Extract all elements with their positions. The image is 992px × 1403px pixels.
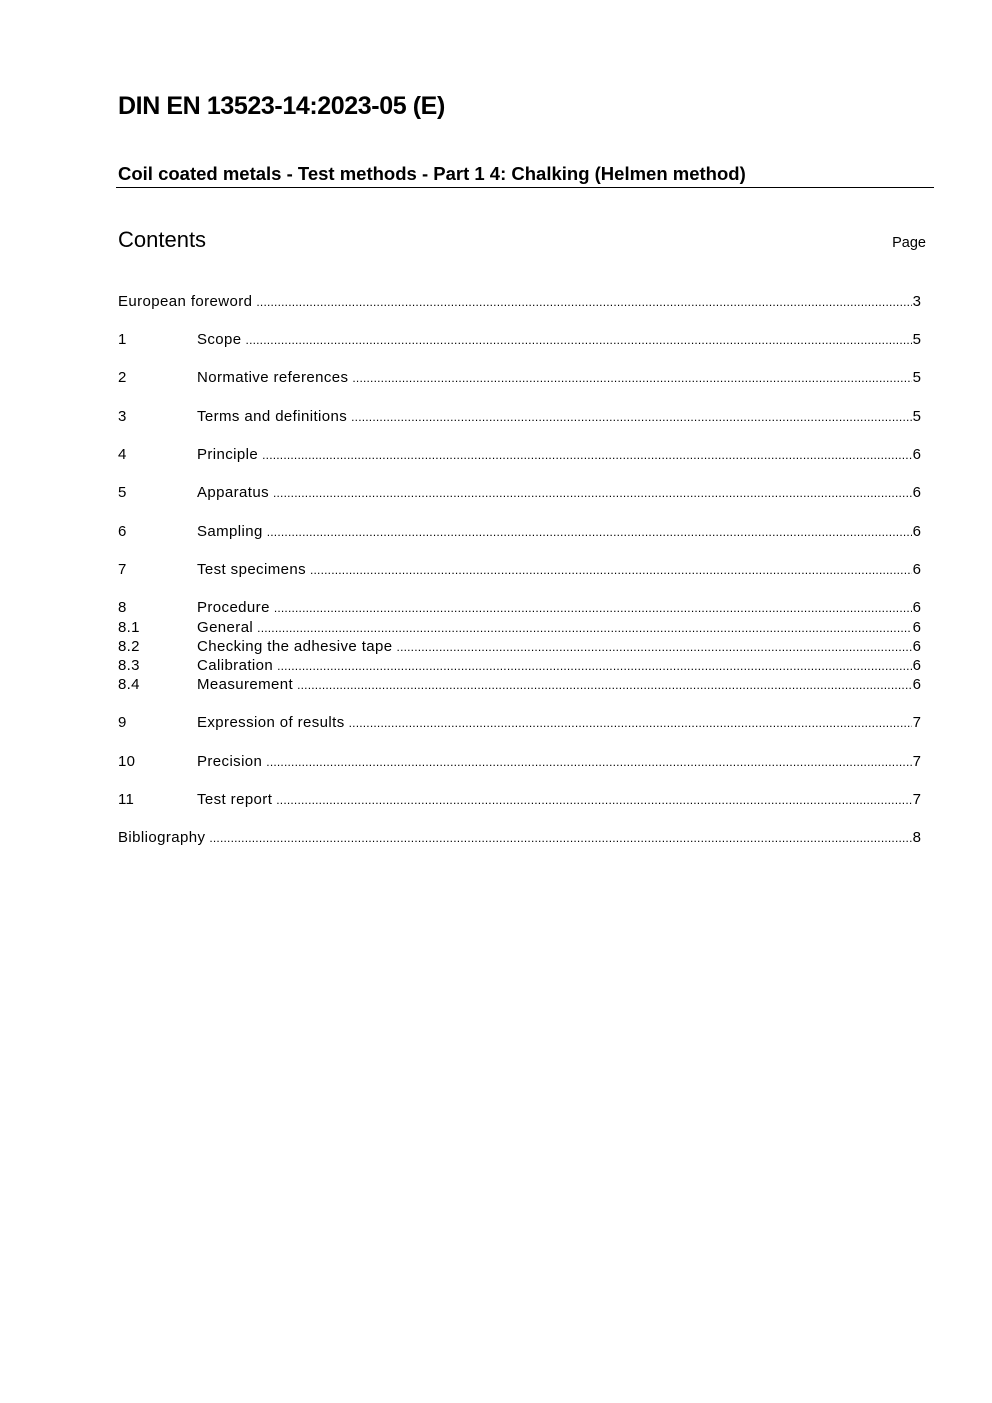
toc-entry-measurement[interactable] xyxy=(118,676,921,694)
toc-entry-number: 3 xyxy=(118,408,127,425)
toc-entry-page: 6 xyxy=(912,484,921,501)
toc-entry-title: Sampling xyxy=(197,523,263,540)
dot-leader xyxy=(266,753,911,771)
document-id: DIN EN 13523-14:2023-05 (E) xyxy=(118,92,445,120)
toc-entry-apparatus[interactable] xyxy=(118,484,921,502)
toc-entry-title: European foreword xyxy=(118,293,253,310)
toc-entry-calibration[interactable] xyxy=(118,657,921,675)
dot-leader xyxy=(257,619,911,637)
dot-leader xyxy=(352,369,911,387)
dot-leader xyxy=(209,829,911,847)
dot-leader xyxy=(276,791,911,809)
dot-leader xyxy=(274,599,912,617)
toc-entry-title: Terms and definitions xyxy=(197,408,348,425)
toc-entry-terms-and-definitions[interactable] xyxy=(118,408,921,426)
toc-entry-title: Principle xyxy=(197,446,259,463)
dot-leader xyxy=(310,561,912,579)
toc-entry-number: 8 xyxy=(118,599,127,616)
document-title: Coil coated metals - Test methods - Part 1 4: Chalking (Helmen method) xyxy=(118,163,746,184)
toc-entry-page: 7 xyxy=(912,753,921,770)
toc-entry-number: 9 xyxy=(118,714,127,731)
toc-entry-page: 6 xyxy=(912,638,921,655)
toc-entry-title: Procedure xyxy=(197,599,270,616)
page-column-heading: Page xyxy=(892,235,926,251)
toc-entry-page: 6 xyxy=(912,446,921,463)
toc-entry-title: Measurement xyxy=(197,676,294,693)
toc-entry-number: 8.1 xyxy=(118,619,140,636)
toc-entry-number: 4 xyxy=(118,446,127,463)
toc-entry-title: Apparatus xyxy=(197,484,269,501)
toc-entry-page: 6 xyxy=(912,657,921,674)
toc-entry-test-specimens[interactable] xyxy=(118,561,921,579)
toc-entry-number: 2 xyxy=(118,369,127,386)
toc-entry-normative-references[interactable] xyxy=(118,369,921,387)
toc-entry-title: General xyxy=(197,619,254,636)
toc-entry-number: 8.3 xyxy=(118,657,140,674)
dot-leader xyxy=(349,714,912,732)
toc-entry-page: 5 xyxy=(912,331,921,348)
toc-entry-title: Checking the adhesive tape xyxy=(197,638,393,655)
toc-entry-sampling[interactable] xyxy=(118,523,921,541)
dot-leader xyxy=(297,676,912,694)
toc-entry-precision[interactable] xyxy=(118,753,921,771)
toc-entry-number: 1 xyxy=(118,331,127,348)
toc-entry-checking-adhesive-tape[interactable] xyxy=(118,638,921,656)
dot-leader xyxy=(351,408,912,426)
contents-heading: Contents xyxy=(118,227,207,252)
toc-entry-scope[interactable] xyxy=(118,331,921,349)
toc-entry-bibliography[interactable] xyxy=(118,829,921,847)
title-rule xyxy=(116,187,934,188)
toc-entry-page: 6 xyxy=(912,676,921,693)
dot-leader xyxy=(262,446,912,464)
toc-entry-page: 5 xyxy=(912,369,921,386)
toc-entry-number: 5 xyxy=(118,484,127,501)
toc-entry-principle[interactable] xyxy=(118,446,921,464)
toc-entry-page: 6 xyxy=(912,599,921,616)
toc-entry-page: 8 xyxy=(912,829,921,846)
toc-entry-title: Test specimens xyxy=(197,561,306,578)
toc-entry-page: 5 xyxy=(912,408,921,425)
toc-entry-number: 8.4 xyxy=(118,676,140,693)
toc-entry-page: 6 xyxy=(912,561,921,578)
dot-leader xyxy=(246,331,912,349)
toc-entry-procedure[interactable] xyxy=(118,599,921,617)
toc-entry-title: Precision xyxy=(197,753,263,770)
toc-entry-title: Calibration xyxy=(197,657,274,674)
toc-entry-page: 7 xyxy=(912,714,921,731)
toc-entry-title: Expression of results xyxy=(197,714,345,731)
toc-entry-title: Normative references xyxy=(197,369,349,386)
dot-leader xyxy=(277,657,912,675)
toc-entry-title: Test report xyxy=(197,791,273,808)
toc-entry-page: 7 xyxy=(912,791,921,808)
toc-entry-title: Bibliography xyxy=(118,829,206,846)
toc-entry-foreword[interactable] xyxy=(118,293,921,311)
toc-entry-number: 10 xyxy=(118,753,136,770)
toc-entry-number: 6 xyxy=(118,523,127,540)
toc-entry-test-report[interactable] xyxy=(118,791,921,809)
toc-entry-number: 11 xyxy=(118,791,135,808)
toc-entry-page: 3 xyxy=(912,293,921,310)
dot-leader xyxy=(256,293,911,311)
toc-entry-number: 8.2 xyxy=(118,638,140,655)
dot-leader xyxy=(397,638,912,656)
toc-entry-general[interactable] xyxy=(118,619,921,637)
toc-entry-number: 7 xyxy=(118,561,127,578)
dot-leader xyxy=(273,484,912,502)
toc-entry-expression-of-results[interactable] xyxy=(118,714,921,732)
toc-entry-title: Scope xyxy=(197,331,242,348)
toc-entry-page: 6 xyxy=(912,619,921,636)
dot-leader xyxy=(267,523,912,541)
toc-entry-page: 6 xyxy=(912,523,921,540)
